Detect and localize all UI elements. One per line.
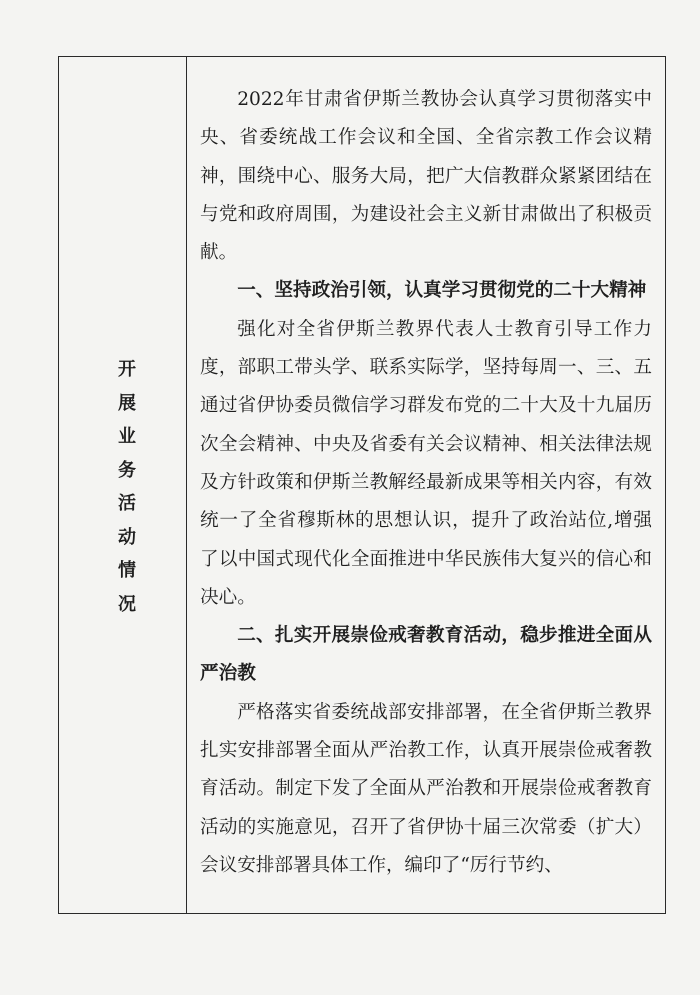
intro-paragraph: 2022年甘肃省伊斯兰教协会认真学习贯彻落实中央、省委统战工作会议和全国、全省宗教工作会议精神，围绕中心、服务大局，把广大信教群众紧紧团结在与党和政府周围，为建设社会主义新甘肃做出了积极贡献。 (200, 89, 652, 264)
section-2-heading: 二、扎实开展崇俭戒奢教育活动，稳步推进全面从严治教 (200, 625, 652, 685)
content-cell (200, 81, 652, 885)
section-1-paragraph: 强化对全省伊斯兰教界代表人士教育引导工作力度，部职工带头学、联系实际学，坚持每周一、三、五通过省伊协委员微信学习群发布党的二十大及十九届历次全会精神、中央及省委有关会议精神、相关法律法规及方针政策和伊斯兰教解经最新成果等相关内容，有效统一了全省穆斯林的思想认识，提升了政治站位,增强了以中国式现代化全面推进中华民族伟大复兴的信心和决心。 (200, 318, 652, 608)
section-2-paragraph: 严格落实省委统战部安排部署，在全省伊斯兰教界扎实安排部署全面从严治教工作，认真开展崇俭戒奢教育活动。制定下发了全面从严治教和开展崇俭戒奢教育活动的实施意见，召开了省伊协十届三次常委（扩大）会议安排部署具体工作，编印了“厉行节约、 (200, 701, 652, 876)
report-table (58, 56, 666, 914)
section-1-heading: 一、坚持政治引领，认真学习贯彻党的二十大精神 (237, 280, 647, 302)
row-label: 开展业务活动情况 (118, 359, 136, 615)
label-cell (59, 57, 186, 913)
column-divider (186, 57, 187, 913)
